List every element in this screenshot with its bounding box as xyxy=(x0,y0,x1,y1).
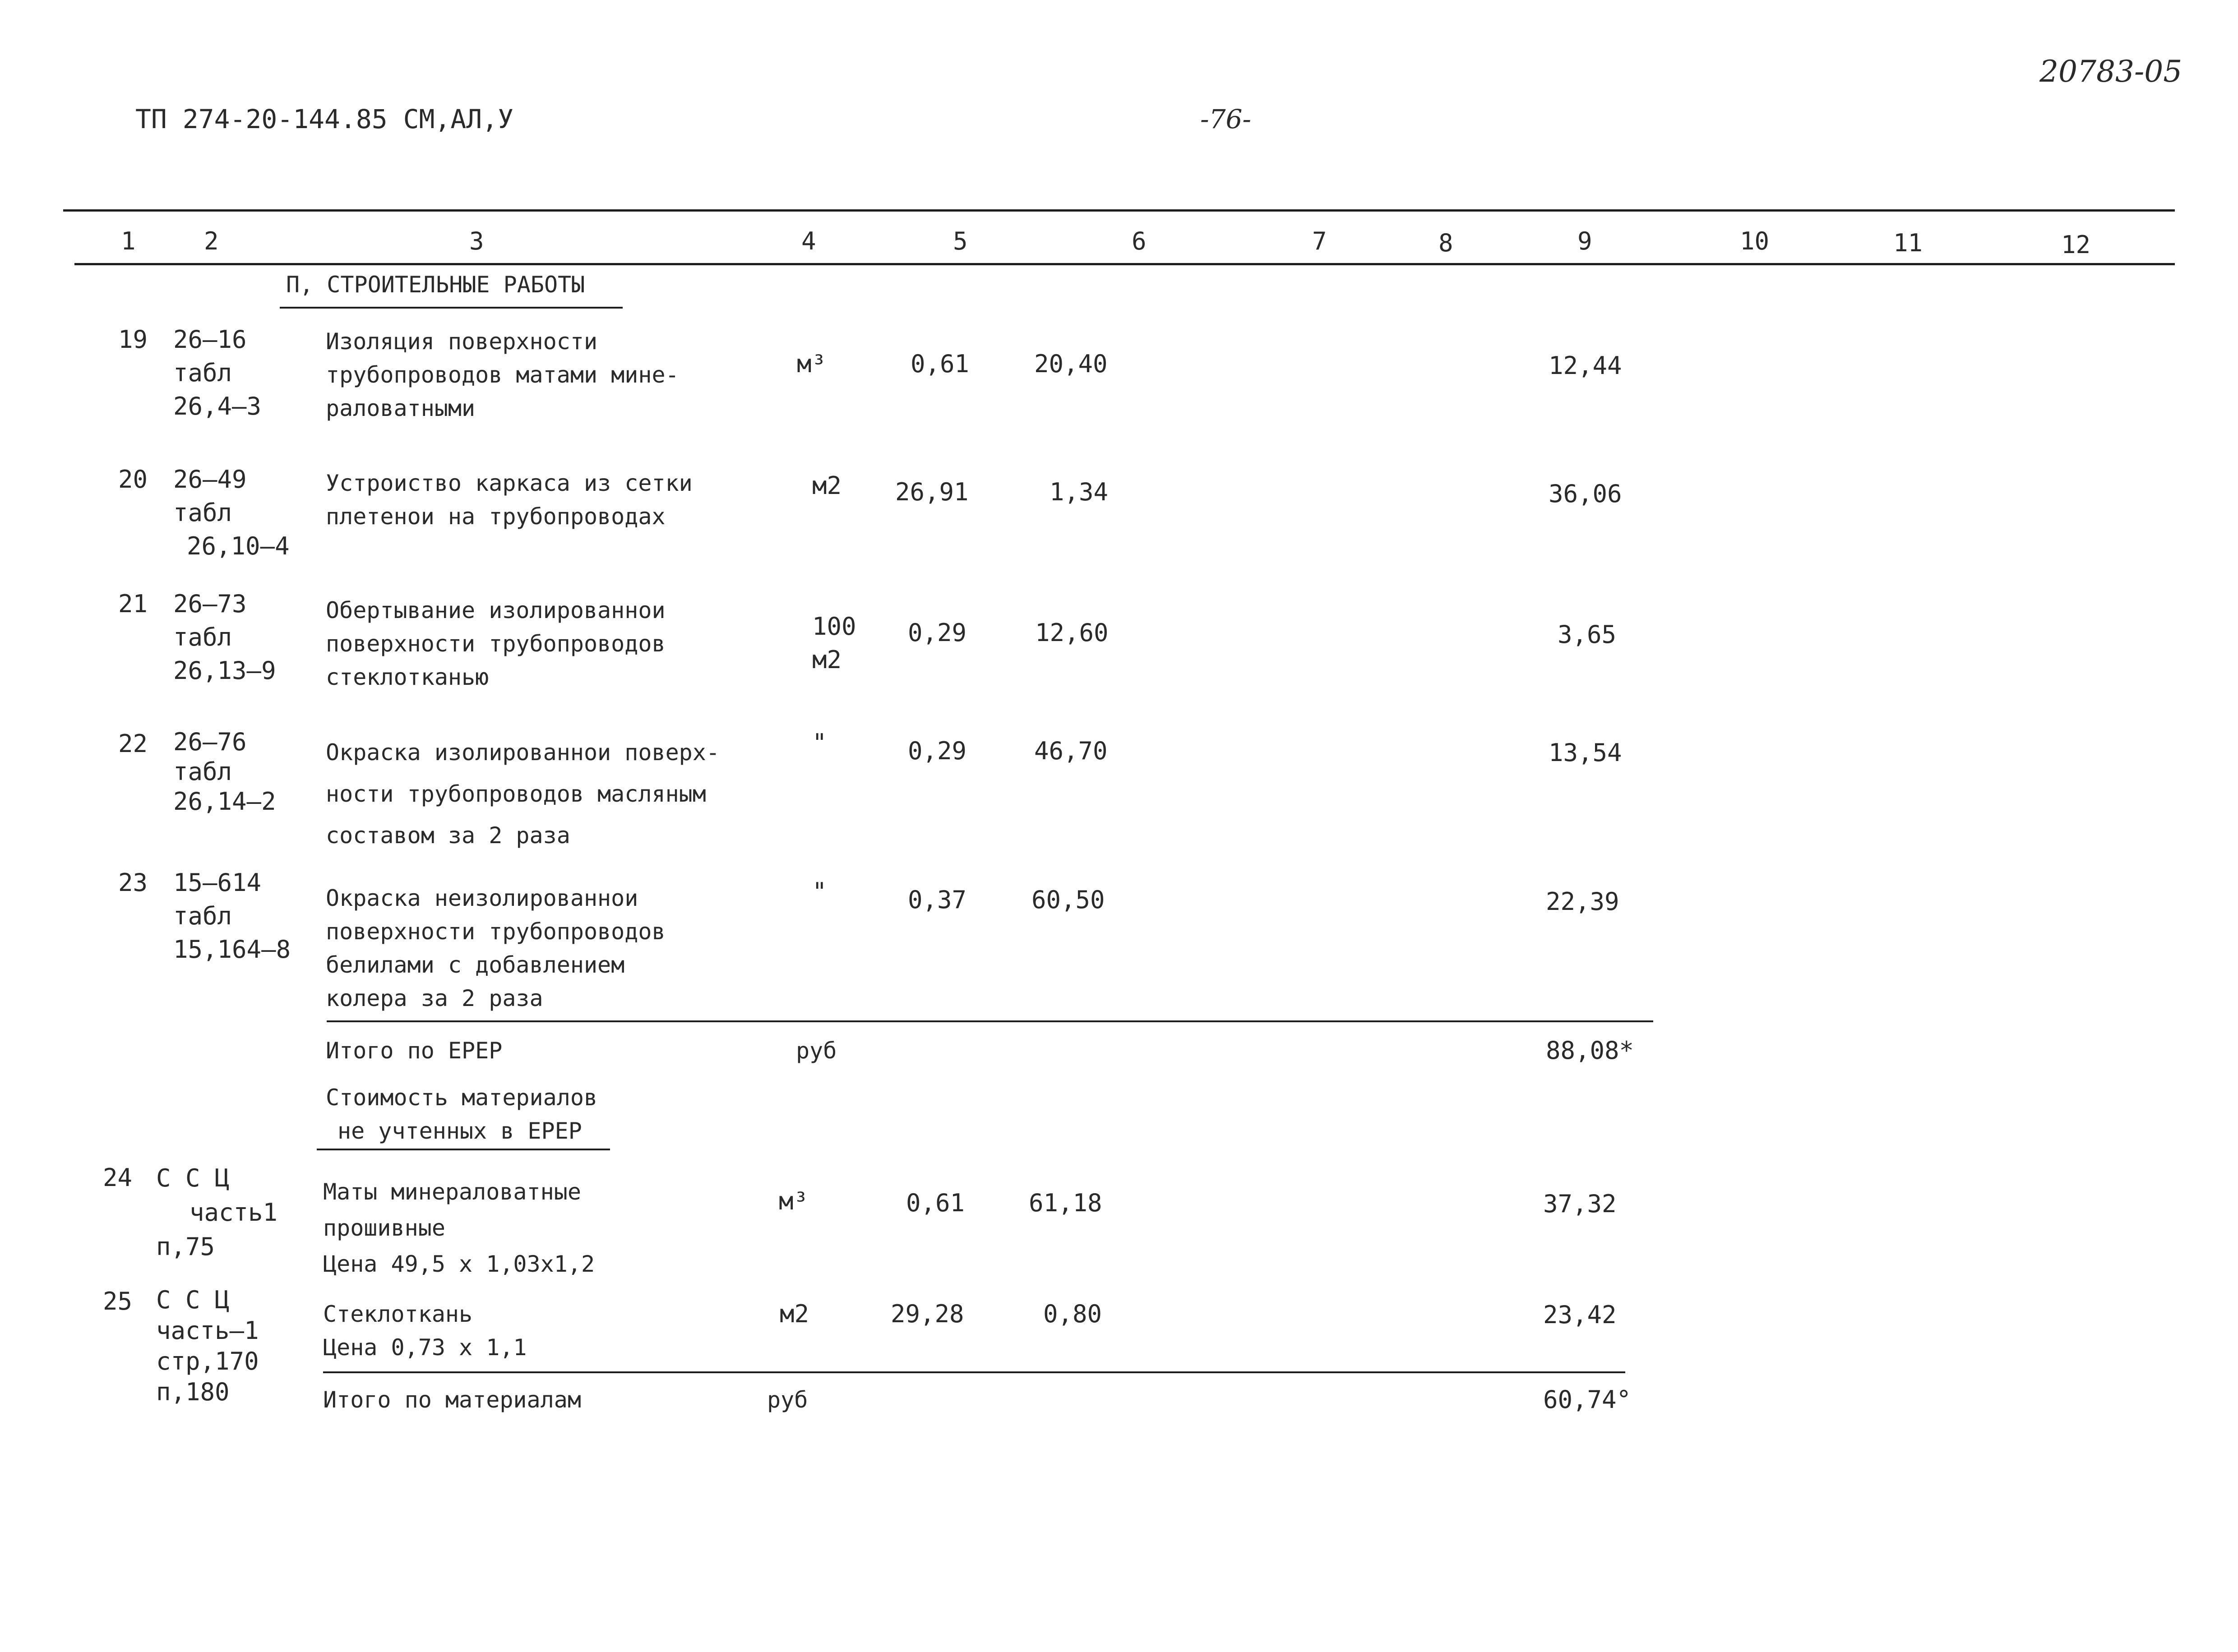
column-number: 3 xyxy=(469,227,484,255)
work-description: Устроиство каркаса из сетки плетенои на трубопроводах xyxy=(326,470,693,530)
unit-price: 12,60 xyxy=(1035,618,1109,647)
doc-code: ТП 274-20-144.85 СМ,АЛ,У xyxy=(135,104,514,134)
column-number: 2 xyxy=(204,227,219,255)
unit-price: 1,34 xyxy=(1050,478,1109,506)
material-description: Маты минераловатные прошивные Цена 49,5 х 1,03х1,2 xyxy=(323,1179,595,1277)
materials-heading: Стоимость материалов не учтенных в ЕРЕР xyxy=(326,1084,598,1144)
subtotal-label: Итого по материалам xyxy=(323,1387,581,1413)
norm-code: 15–614 табл 15,164–8 xyxy=(173,868,291,964)
norm-code: С С Ц часть1 п,75 xyxy=(156,1164,278,1261)
unit: м³ xyxy=(797,350,827,378)
unit-price: 46,70 xyxy=(1034,737,1108,765)
quantity: 0,37 xyxy=(908,886,967,914)
unit: " xyxy=(812,877,827,906)
column-number: 9 xyxy=(1577,227,1592,255)
row-number: 24 xyxy=(103,1163,133,1192)
total: 3,65 xyxy=(1558,620,1617,649)
subtotal-label: Итого по ЕРЕР xyxy=(326,1038,503,1064)
norm-code: 26–16 табл 26,4–3 xyxy=(173,325,262,420)
quantity: 0,61 xyxy=(906,1189,965,1217)
unit: " xyxy=(812,729,827,757)
section-title: П, СТРОИТЕЛЬНЫЕ РАБОТЫ xyxy=(286,272,585,298)
unit-price: 60,50 xyxy=(1031,886,1105,914)
norm-code: С С Ц часть–1 стр,170 п,180 xyxy=(156,1286,259,1406)
unit: м2 xyxy=(780,1300,809,1328)
unit: м2 xyxy=(812,471,842,500)
norm-code: 26–49 табл 26,10–4 xyxy=(173,465,290,560)
column-number: 1 xyxy=(121,227,136,255)
column-number: 11 xyxy=(1893,229,1923,257)
subtotal-total: 88,08* xyxy=(1546,1036,1634,1065)
column-number: 6 xyxy=(1132,227,1147,255)
unit-price: 0,80 xyxy=(1043,1300,1102,1328)
total: 13,54 xyxy=(1549,738,1622,767)
row-number: 22 xyxy=(118,729,148,758)
subtotal-rule xyxy=(327,1020,1653,1022)
quantity: 0,29 xyxy=(908,618,967,647)
section-title-underline xyxy=(280,307,623,309)
archive-number: 20783-05 xyxy=(2039,54,2183,89)
work-description: Изоляция поверхности трубопроводов матами мине- раловатными xyxy=(326,328,679,421)
row-number: 23 xyxy=(118,868,148,897)
total: 37,32 xyxy=(1543,1190,1617,1218)
norm-code: 26–73 табл 26,13–9 xyxy=(173,590,276,685)
total: 36,06 xyxy=(1549,480,1622,508)
unit-price: 61,18 xyxy=(1029,1189,1102,1217)
column-number: 12 xyxy=(2061,231,2091,259)
table-top-rule xyxy=(63,209,2175,212)
header-bottom-rule xyxy=(74,263,2175,265)
row-number: 25 xyxy=(103,1287,133,1315)
unit-price: 20,40 xyxy=(1034,350,1108,378)
column-number: 4 xyxy=(801,227,816,255)
quantity: 0,29 xyxy=(908,737,967,765)
work-description: Окраска изолированнои поверх- ности трубопроводов масляным составом за 2 раза xyxy=(326,739,720,849)
work-description: Окраска неизолированнои поверхности трубопроводов белилами с добавлением колера за 2 раза xyxy=(326,885,666,1011)
total: 12,44 xyxy=(1549,351,1622,380)
column-number: 7 xyxy=(1312,227,1327,255)
materials-subtotal-rule xyxy=(323,1371,1625,1373)
work-description: Обертывание изолированнои поверхности трубопроводов стеклотканью xyxy=(326,597,666,690)
row-number: 21 xyxy=(118,590,148,618)
subtotal-unit: руб xyxy=(767,1387,808,1413)
quantity: 29,28 xyxy=(891,1300,964,1328)
subtotal-unit: руб xyxy=(796,1038,837,1064)
quantity: 26,91 xyxy=(895,478,969,506)
unit: 100 м2 xyxy=(812,612,856,674)
row-number: 20 xyxy=(118,465,148,494)
total: 23,42 xyxy=(1543,1301,1617,1329)
column-number: 8 xyxy=(1438,229,1453,257)
materials-heading-underline xyxy=(317,1149,610,1150)
page-number: -76- xyxy=(1200,104,1251,134)
unit: м³ xyxy=(779,1187,809,1215)
material-description: Стеклоткань Цена 0,73 х 1,1 xyxy=(323,1301,527,1361)
column-number: 10 xyxy=(1740,227,1770,255)
subtotal-total: 60,74° xyxy=(1543,1385,1632,1414)
total: 22,39 xyxy=(1546,887,1619,916)
quantity: 0,61 xyxy=(911,350,970,378)
norm-code: 26–76 табл 26,14–2 xyxy=(173,728,276,816)
column-number: 5 xyxy=(953,227,968,255)
row-number: 19 xyxy=(118,325,148,354)
